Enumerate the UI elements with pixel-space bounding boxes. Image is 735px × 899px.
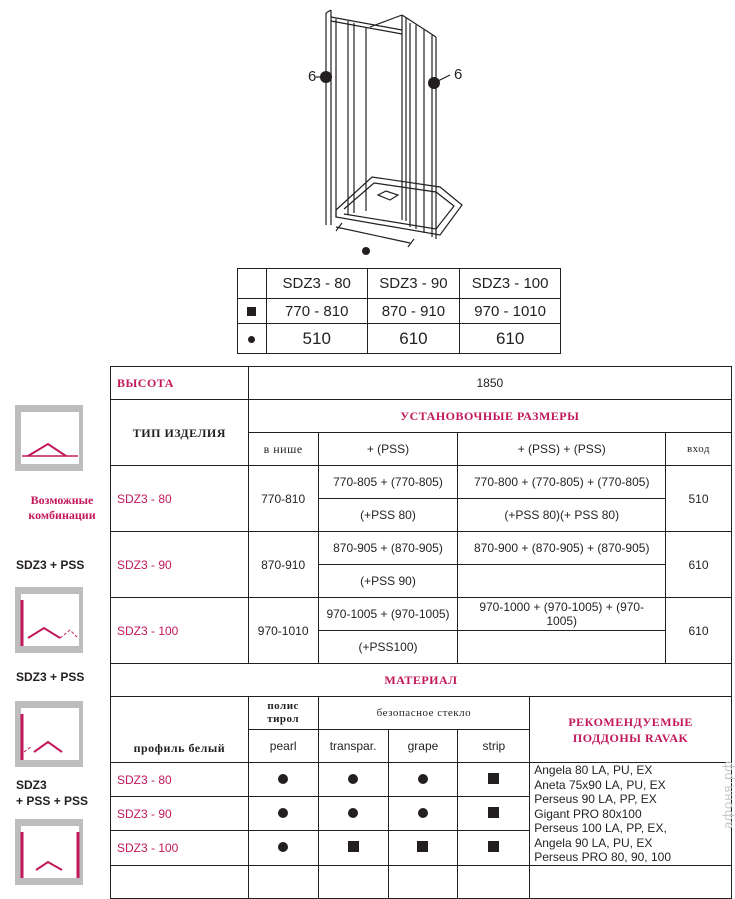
dot-mark (418, 808, 428, 818)
col-niche: в нише (248, 433, 318, 466)
recommended-item: Angela 90 LA, PU, EX (534, 835, 653, 850)
pss-note: (+PSS100) (318, 631, 458, 664)
dim-value: 970 - 1010 (460, 299, 561, 324)
watermark: афоня.рф (720, 760, 735, 829)
dim-value: 870 - 910 (367, 299, 460, 324)
recommended-trays (530, 763, 732, 866)
recommended-item: Perseus 100 LA, PP, EX, (534, 821, 667, 835)
pss-pss-value: 870-900 + (870-905) + (870-905) (458, 532, 666, 565)
profile-label: профиль белый (111, 697, 249, 763)
dim-header: SDZ3 - 80 (266, 269, 367, 299)
mat-mark (318, 797, 388, 831)
dot-mark (348, 774, 358, 784)
thumb-combo-pss-pss (14, 818, 84, 886)
combo-label: SDZ3 + PSS (16, 670, 85, 684)
square-symbol (238, 299, 267, 324)
height-label: ВЫСОТА (111, 367, 249, 400)
dim-value: 770 - 810 (266, 299, 367, 324)
pss-pss-note (458, 565, 666, 598)
niche-value: 970-1010 (248, 598, 318, 664)
square-mark (488, 807, 499, 818)
recommended-item: Angela 80 LA, PU, EX (534, 763, 653, 777)
model-name: SDZ3 - 100 (111, 598, 249, 664)
dot-mark (278, 808, 288, 818)
mat-model-name: SDZ3 - 100 (111, 831, 249, 865)
thumb-combo-pss-2 (14, 700, 84, 768)
glass-label: безопасное стекло (318, 697, 530, 730)
recommended-item: Aneta 75x90 LA, PU, EX (534, 777, 666, 792)
pss-pss-note: (+PSS 80)(+ PSS 80) (458, 499, 666, 532)
square-mark (417, 841, 428, 852)
mat-model-name: SDZ3 - 90 (111, 797, 249, 831)
mat-mark (458, 797, 530, 831)
dimension-table (237, 268, 561, 354)
mat-col: transpar. (318, 730, 388, 763)
dot-mark (278, 774, 288, 784)
possible-combinations-label: Возможные комбинации (28, 493, 96, 522)
pss-pss-value: 970-1000 + (970-1005) + (970-1005) (458, 598, 666, 631)
pss-value: 870-905 + (870-905) (318, 532, 458, 565)
pss-pss-value: 770-800 + (770-805) + (770-805) (458, 466, 666, 499)
thumb-niche (14, 404, 84, 472)
dim-header: SDZ3 - 100 (460, 269, 561, 299)
mat-mark (388, 797, 458, 831)
specs-table (110, 366, 732, 899)
mat-mark (248, 763, 318, 797)
recommended-item: Perseus PRO 80, 90, 100 (534, 850, 671, 864)
dot-symbol (238, 324, 267, 354)
square-mark (488, 773, 499, 784)
col-pss-pss: + (PSS) + (PSS) (458, 433, 666, 466)
dot-mark (418, 774, 428, 784)
mat-col: strip (458, 730, 530, 763)
mat-col: pearl (248, 730, 318, 763)
mat-mark (318, 763, 388, 797)
recommended-item: Perseus 90 LA, PP, EX (534, 792, 657, 806)
model-name: SDZ3 - 80 (111, 466, 249, 532)
recommended-label: РЕКОМЕНДУЕМЫЕ ПОДДОНЫ RAVAK (530, 697, 732, 763)
square-mark (348, 841, 359, 852)
height-value: 1850 (248, 367, 731, 400)
niche-value: 770-810 (248, 466, 318, 532)
model-name: SDZ3 - 90 (111, 532, 249, 598)
entry-value: 610 (666, 598, 732, 664)
type-label: ТИП ИЗДЕЛИЯ (111, 400, 249, 466)
square-mark (488, 841, 499, 852)
pss-pss-note (458, 631, 666, 664)
dot-mark (278, 842, 288, 852)
combo-label: SDZ3 (16, 778, 47, 792)
product-drawing (290, 5, 490, 265)
col-pss: + (PSS) (318, 433, 458, 466)
combo-label: SDZ3 + PSS (16, 558, 85, 572)
mat-mark (388, 831, 458, 865)
dot-mark (348, 808, 358, 818)
entry-value: 610 (666, 532, 732, 598)
dim-value: 610 (460, 324, 561, 354)
dim-value: 510 (266, 324, 367, 354)
pss-value: 770-805 + (770-805) (318, 466, 458, 499)
mat-mark (248, 831, 318, 865)
entry-value: 510 (666, 466, 732, 532)
callout-left: 6 (308, 68, 317, 85)
mat-mark (248, 797, 318, 831)
pss-note: (+PSS 90) (318, 565, 458, 598)
material-label: МАТЕРИАЛ (111, 664, 732, 697)
recommended-item: Gigant PRO 80x100 (534, 806, 642, 821)
pss-note: (+PSS 80) (318, 499, 458, 532)
callout-right: 6 (454, 66, 463, 83)
mat-mark (318, 831, 388, 865)
polis-label: полис тирол (248, 697, 318, 730)
thumb-combo-pss (14, 586, 84, 654)
combo-label: + PSS + PSS (16, 794, 89, 808)
install-dims-label: УСТАНОВОЧНЫЕ РАЗМЕРЫ (248, 400, 731, 433)
mat-mark (458, 763, 530, 797)
niche-value: 870-910 (248, 532, 318, 598)
mat-mark (458, 831, 530, 865)
dim-value: 610 (367, 324, 460, 354)
mat-mark (388, 763, 458, 797)
col-entry: вход (666, 433, 732, 466)
mat-col: grape (388, 730, 458, 763)
pss-value: 970-1005 + (970-1005) (318, 598, 458, 631)
mat-model-name: SDZ3 - 80 (111, 763, 249, 797)
dim-header: SDZ3 - 90 (367, 269, 460, 299)
